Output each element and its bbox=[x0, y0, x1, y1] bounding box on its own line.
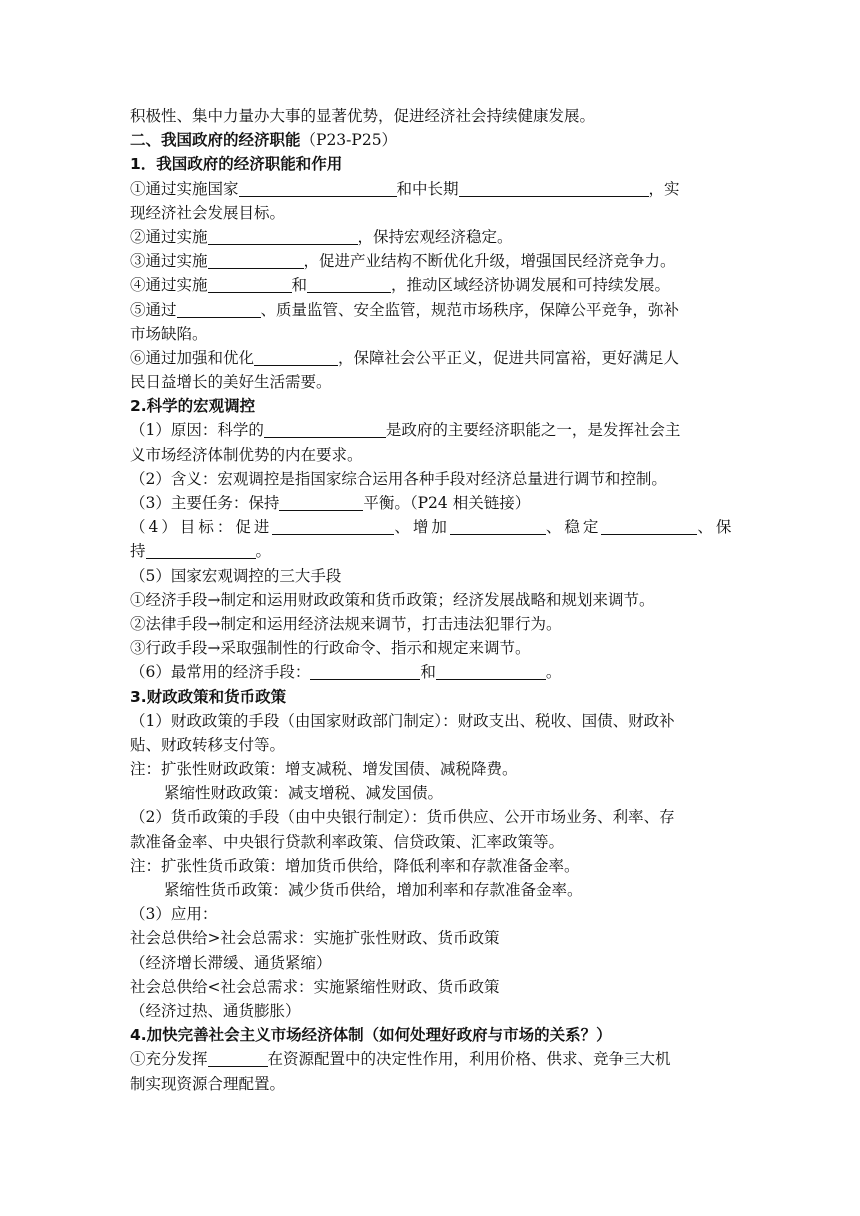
text-segment: 注：扩张性财政政策：增支减税、增发国债、减税降费。 bbox=[130, 760, 518, 779]
paragraph-line bbox=[130, 878, 730, 902]
paragraph-line bbox=[130, 249, 730, 273]
page-reference: （P23-P25） bbox=[300, 131, 398, 150]
paragraph-line bbox=[130, 1072, 730, 1096]
subsection-heading bbox=[130, 685, 730, 709]
paragraph-line bbox=[130, 805, 730, 829]
text-segment: （2）含义：宏观调控是指国家综合运用各种手段对经济总量进行调节和控制。 bbox=[130, 469, 667, 488]
paragraph-line bbox=[130, 539, 730, 563]
paragraph-line bbox=[130, 515, 735, 539]
text-segment: （3）应用： bbox=[130, 905, 218, 924]
text-segment: ，保持宏观经济稳定。 bbox=[357, 227, 513, 246]
text-segment: 、保 bbox=[697, 518, 735, 537]
paragraph-line bbox=[130, 225, 730, 249]
text-segment: 社会总供给<社会总需求：实施紧缩性财政、货币政策 bbox=[130, 977, 500, 996]
paragraph-line bbox=[130, 177, 730, 201]
text-segment: 现经济社会发展目标。 bbox=[130, 203, 286, 222]
text-segment: ①通过实施国家 bbox=[130, 179, 239, 198]
text-segment: 民日益增长的美好生活需要。 bbox=[130, 373, 332, 392]
fill-blank[interactable] bbox=[310, 663, 420, 680]
text-segment: ③行政手段→采取强制性的行政命令、指示和规定来调节。 bbox=[130, 639, 531, 658]
paragraph-line bbox=[130, 999, 730, 1023]
paragraph-line bbox=[130, 588, 730, 612]
fill-blank[interactable] bbox=[146, 542, 256, 559]
text-segment: 、质量监管、安全监管，规范市场秩序，保障公平竞争，弥补 bbox=[260, 300, 680, 319]
text-segment: ，保障社会公平正义，促进共同富裕，更好满足人 bbox=[338, 348, 680, 367]
text-segment: ②通过实施 bbox=[130, 227, 208, 246]
text-segment: （2）货币政策的手段（由中央银行制定）：货币供应、公开市场业务、利率、存 bbox=[130, 808, 675, 827]
text-segment: （5）国家宏观调控的三大手段 bbox=[130, 566, 342, 585]
text-segment: 和 bbox=[291, 276, 308, 295]
paragraph-line bbox=[130, 443, 730, 467]
paragraph-line bbox=[130, 733, 730, 757]
text-segment: （经济过热、通货膨胀） bbox=[130, 1001, 301, 1020]
paragraph-line bbox=[130, 104, 730, 128]
text-segment: （3）主要任务：保持 bbox=[130, 494, 280, 512]
document-body bbox=[130, 104, 735, 1096]
text-segment: （1）财政政策的手段（由国家财政部门制定）：财政支出、税收、国债、财政补 bbox=[130, 711, 675, 730]
text-segment: 。 bbox=[545, 663, 562, 682]
fill-blank[interactable] bbox=[208, 252, 304, 269]
paragraph-line bbox=[130, 467, 730, 491]
text-segment: 积极性、集中力量办大事的显著优势，促进经济社会持续健康发展。 bbox=[130, 107, 596, 125]
text-segment: 、稳定 bbox=[545, 518, 602, 537]
paragraph-line bbox=[130, 854, 730, 878]
text-segment: 、增加 bbox=[394, 518, 450, 537]
text-segment: （6）最常用的经济手段： bbox=[130, 663, 311, 682]
paragraph-line bbox=[130, 660, 730, 684]
fill-blank[interactable] bbox=[254, 349, 338, 366]
paragraph-line bbox=[130, 757, 730, 781]
heading-text: 3.财政政策和货币政策 bbox=[130, 687, 287, 706]
text-segment: ⑥通过加强和优化 bbox=[130, 348, 255, 367]
fill-blank[interactable] bbox=[601, 518, 697, 535]
fill-blank[interactable] bbox=[272, 518, 394, 535]
text-segment: 和中长期 bbox=[396, 179, 459, 198]
text-segment: 贴、财政转移支付等。 bbox=[130, 735, 286, 754]
text-segment: 制实现资源合理配置。 bbox=[130, 1074, 286, 1093]
fill-blank[interactable] bbox=[279, 494, 363, 511]
section-heading bbox=[130, 128, 730, 152]
text-segment: ，促进产业结构不断优化升级，增强国民经济竞争力。 bbox=[303, 252, 676, 271]
fill-blank[interactable] bbox=[177, 301, 261, 318]
heading-text: 二、我国政府的经济职能 bbox=[130, 131, 301, 150]
paragraph-line bbox=[130, 322, 730, 346]
text-segment: 款准备金率、中央银行贷款利率政策、信贷政策、汇率政策等。 bbox=[130, 832, 565, 851]
heading-text: 1．我国政府的经济职能和作用 bbox=[130, 155, 343, 174]
paragraph-line bbox=[130, 1047, 730, 1071]
paragraph-line bbox=[130, 781, 730, 805]
paragraph-line bbox=[130, 346, 730, 370]
paragraph-line bbox=[130, 612, 730, 636]
text-segment: ④通过实施 bbox=[130, 276, 208, 295]
paragraph-line bbox=[130, 418, 730, 442]
text-segment: ，实 bbox=[648, 179, 680, 198]
paragraph-line bbox=[130, 830, 730, 854]
paragraph-line bbox=[130, 370, 730, 394]
paragraph-line bbox=[130, 201, 730, 225]
paragraph-line bbox=[130, 709, 730, 733]
heading-text: 4.加快完善社会主义市场经济体制（如何处理好政府与市场的关系？） bbox=[130, 1026, 612, 1045]
text-segment: 紧缩性货币政策：减少货币供给，增加利率和存款准备金率。 bbox=[164, 881, 583, 899]
text-segment: （4）目标：促进 bbox=[130, 518, 273, 537]
paragraph-line bbox=[130, 926, 730, 950]
fill-blank[interactable] bbox=[208, 276, 292, 293]
text-segment: 是政府的主要经济职能之一，是发挥社会主 bbox=[385, 421, 681, 440]
text-segment: 义市场经济体制优势的内在要求。 bbox=[130, 445, 363, 464]
paragraph-line bbox=[130, 951, 730, 975]
fill-blank[interactable] bbox=[239, 180, 397, 197]
fill-blank[interactable] bbox=[264, 421, 386, 438]
paragraph-line bbox=[130, 298, 730, 322]
fill-blank[interactable] bbox=[436, 663, 546, 680]
text-segment: 持 bbox=[130, 542, 146, 561]
fill-blank[interactable] bbox=[459, 180, 649, 197]
heading-text: 2.科学的宏观调控 bbox=[130, 397, 256, 416]
text-segment: 市场缺陷。 bbox=[130, 324, 208, 343]
text-segment: 。 bbox=[255, 542, 272, 561]
text-segment: 注：扩张性货币政策：增加货币供给，降低利率和存款准备金率。 bbox=[130, 856, 580, 875]
paragraph-line bbox=[130, 491, 730, 515]
text-segment: ⑤通过 bbox=[130, 300, 177, 319]
text-segment: ，推动区域经济协调发展和可持续发展。 bbox=[391, 276, 671, 295]
subsection-heading bbox=[130, 152, 730, 176]
fill-blank[interactable] bbox=[208, 1050, 268, 1067]
text-segment: ①经济手段→制定和运用财政政策和货币政策；经济发展战略和规划来调节。 bbox=[130, 590, 655, 609]
text-segment: 平衡。（P24 相关链接） bbox=[363, 494, 531, 512]
paragraph-line bbox=[130, 636, 730, 660]
text-segment: 紧缩性财政政策：减支增税、减发国债。 bbox=[164, 784, 444, 803]
text-segment: 和 bbox=[420, 663, 436, 682]
text-segment: 社会总供给>社会总需求：实施扩张性财政、货币政策 bbox=[130, 929, 500, 948]
text-segment: 在资源配置中的决定性作用，利用价格、供求、竞争三大机 bbox=[267, 1050, 671, 1069]
text-segment: ②法律手段→制定和运用经济法规来调节，打击违法犯罪行为。 bbox=[130, 614, 562, 633]
fill-blank[interactable] bbox=[208, 228, 358, 245]
subsection-heading bbox=[130, 394, 730, 418]
text-segment: ①充分发挥 bbox=[130, 1050, 208, 1069]
paragraph-line bbox=[130, 902, 730, 926]
paragraph-line bbox=[130, 273, 730, 297]
text-segment: （经济增长滞缓、通货紧缩） bbox=[130, 953, 332, 972]
fill-blank[interactable] bbox=[450, 518, 546, 535]
text-segment: ③通过实施 bbox=[130, 252, 208, 271]
fill-blank[interactable] bbox=[307, 276, 391, 293]
subsection-heading bbox=[130, 1023, 730, 1047]
paragraph-line bbox=[130, 975, 730, 999]
paragraph-line bbox=[130, 564, 730, 588]
text-segment: （1）原因：科学的 bbox=[130, 421, 264, 440]
